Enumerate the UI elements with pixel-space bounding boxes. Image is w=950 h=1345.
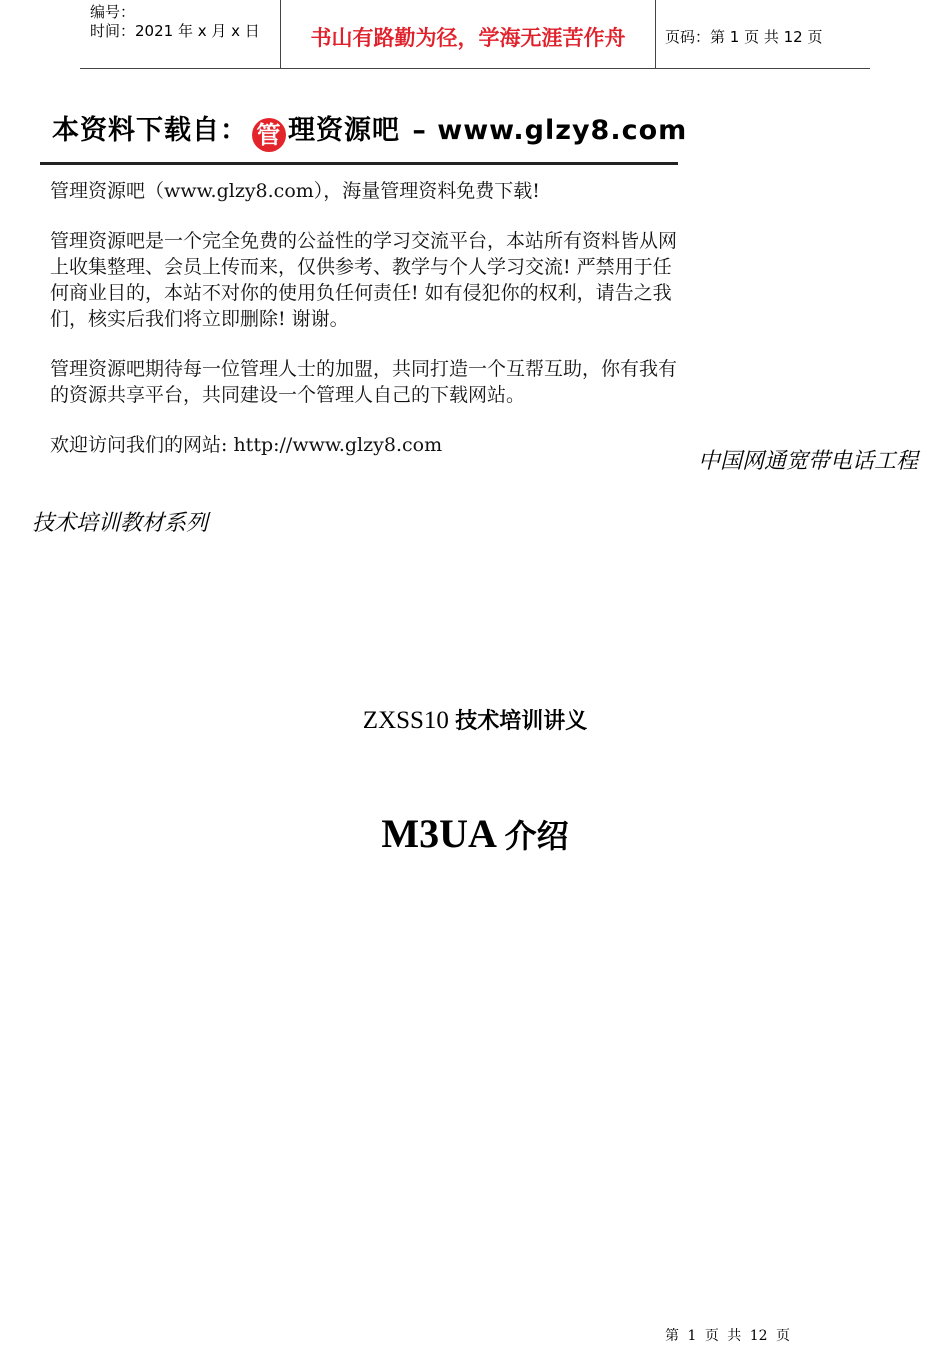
title-chinese: 介绍	[504, 817, 569, 855]
site-logo-icon: 管	[252, 118, 286, 152]
document-title	[0, 810, 950, 857]
doc-time-label: 时间：2021 年 x 月 x 日	[90, 22, 260, 40]
doc-number-label: 编号：	[90, 3, 136, 21]
banner-paragraph-link[interactable]: 欢迎访问我们的网站: http://www.glzy8.com	[50, 434, 443, 456]
banner-title-prefix: 本资料下载自：	[52, 115, 248, 146]
header-meta-cell	[80, 0, 280, 68]
subtitle-chinese: 技术培训讲义	[455, 709, 588, 734]
page-header	[80, 0, 870, 69]
banner-body	[50, 178, 678, 458]
series-title-line2: 技术培训教材系列	[32, 511, 209, 536]
header-page-info: 页码：第 1 页 共 12 页	[665, 28, 823, 46]
banner-paragraph: 管理资源吧期待每一位管理人士的加盟，共同打造一个互帮互助，你有我有的资源共享平台，共同建设一个管理人自己的下载网站。	[50, 358, 678, 406]
banner-divider	[40, 162, 678, 165]
banner-paragraph: 管理资源吧（www.glzy8.com），海量管理资料免费下载!	[50, 180, 540, 202]
download-banner	[40, 98, 688, 478]
document-subtitle	[0, 704, 950, 735]
header-motto-cell	[280, 0, 656, 68]
title-latin: M3UA	[381, 811, 505, 856]
page-footer: 第 1 页 共 12 页	[665, 1328, 790, 1344]
banner-title	[52, 108, 687, 152]
banner-paragraph: 管理资源吧是一个完全免费的公益性的学习交流平台，本站所有资料皆从网上收集整理、会员上传而来，仅供参考、教学与个人学习交流! 严禁用于任何商业目的，本站不对你的使用负任何责任! 如有侵犯你的权利，请告之我们，核实后我们将立即删除! 谢谢。	[50, 230, 678, 330]
header-page-cell	[655, 0, 870, 68]
header-motto: 书山有路勤为径，学海无涯苦作舟	[310, 26, 626, 50]
subtitle-latin: ZXSS10	[362, 707, 456, 734]
banner-site-url: – www.glzy8.com	[402, 115, 688, 146]
series-title-line1: 中国网通宽带电话工程	[697, 449, 918, 474]
banner-logo-text: 理资源吧	[288, 115, 400, 146]
